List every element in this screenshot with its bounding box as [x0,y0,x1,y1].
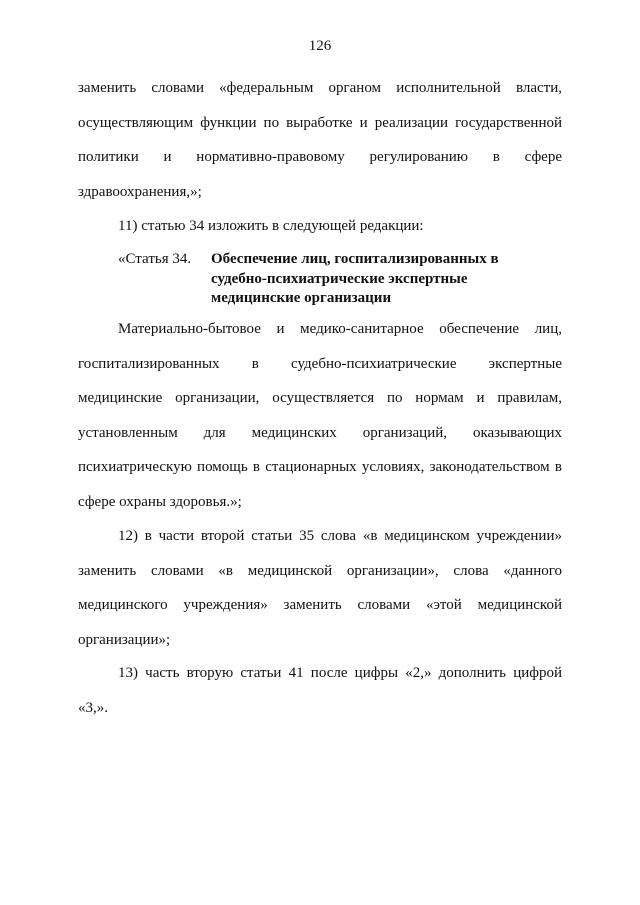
page-number: 126 [308,38,332,54]
paragraph-item-12: 12) в части второй статьи 35 слова «в медицинском учреждении» заменить словами «в медицинской организации», слова «данного медицинского учреждения» заменить словами «этой медицинской организации»; [78,528,562,648]
article-label: «Статья 34. [118,251,192,267]
article-title: Обеспечение лиц, госпитализированных в судебно-психиатрические экспертные медицинские организации [211,251,499,306]
paragraph-item-11: 11) статью 34 изложить в следующей редакции: [118,218,424,234]
paragraph-amendment-wording: заменить словами «федеральным органом исполнительной власти, осуществляющим функции по выработке и реализации государственной политики и нормативно-правовому регулированию в сфере здравоохранения,»; [78,80,562,200]
paragraph-item-13: 13) часть вторую статьи 41 после цифры «2,» дополнить цифрой «3,». [78,665,562,716]
paragraph-article-34-body: Материально-бытовое и медико-санитарное обеспечение лиц, госпитализированных в судебно-психиатрические экспертные медицинские организации, осуществляется по нормам и правилам, установленным для медицинских организаций, оказывающих психиатрическую помощь в стационарных условиях, законодательством в сфере охраны здоровья.»; [78,321,562,510]
